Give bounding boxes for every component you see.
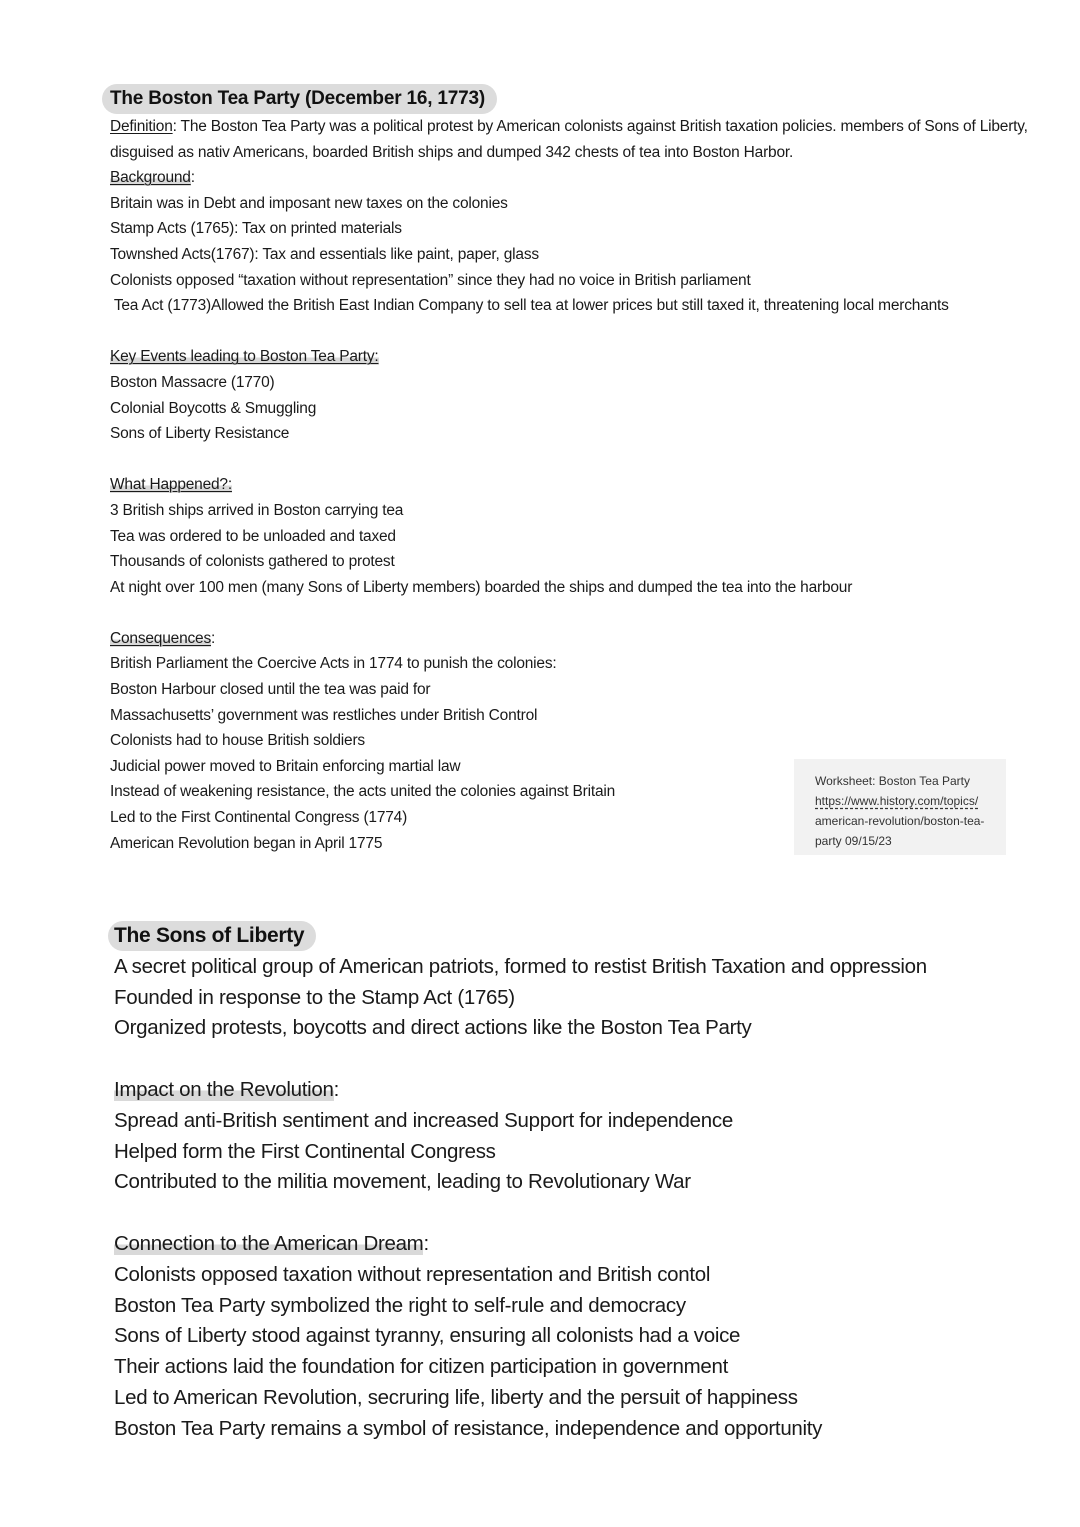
- what-happened-label: What Happened?:: [110, 476, 232, 494]
- key-events-item: Boston Massacre (1770): [110, 373, 275, 391]
- background-heading: [110, 165, 1030, 191]
- source-note-title: Worksheet: Boston Tea Party: [815, 774, 970, 788]
- consequences-item: Instead of weakening resistance, the acts united the colonies against Britain: [110, 783, 616, 801]
- dream-item: Their actions laid the foundation for citizen participation in government: [114, 1355, 728, 1379]
- source-note-link[interactable]: https://www.history.com/topics/: [815, 794, 979, 808]
- background-item: Colonists opposed “taxation without representation” since they had no voice in British parliament: [110, 271, 751, 289]
- impact-item: Helped form the First Continental Congress: [114, 1139, 496, 1163]
- what-happened-heading: [110, 472, 1030, 498]
- dream-label: Connection to the American Dream: [114, 1231, 424, 1255]
- key-events-label: Key Events leading to Boston Tea Party:: [110, 348, 379, 366]
- key-events-item: Sons of Liberty Resistance: [110, 425, 290, 443]
- what-happened-item: Thousands of colonists gathered to protest: [110, 553, 395, 571]
- sons-intro-item: Founded in response to the Stamp Act (1765): [114, 985, 515, 1009]
- source-note: [794, 759, 1006, 855]
- consequences-item: British Parliament the Coercive Acts in 1774 to punish the colonies:: [110, 655, 557, 673]
- definition-paragraph: [110, 114, 1030, 165]
- what-happened-item: 3 British ships arrived in Boston carrying tea: [110, 501, 404, 519]
- background-item: Britain was in Debt and imposant new taxes on the colonies: [110, 194, 508, 212]
- consequences-colon: :: [211, 629, 216, 647]
- consequences-item: Boston Harbour closed until the tea was paid for: [110, 681, 431, 699]
- source-note-date: party 09/15/23: [815, 834, 892, 848]
- boston-title: The Boston Tea Party (December 16, 1773): [102, 84, 497, 114]
- consequences-item: American Revolution began in April 1775: [110, 834, 383, 852]
- impact-label: Impact on the Revolution: [114, 1077, 334, 1101]
- background-item: Stamp Acts (1765): Tax on printed materials: [110, 220, 402, 238]
- dream-item: Led to American Revolution, secruring life, liberty and the persuit of happiness: [114, 1385, 798, 1409]
- consequences-label: Consequences: [110, 629, 212, 647]
- dream-item: Boston Tea Party symbolized the right to self-rule and democracy: [114, 1293, 686, 1317]
- dream-item: Boston Tea Party remains a symbol of resistance, independence and opportunity: [114, 1416, 823, 1440]
- sons-title-row: [114, 921, 1034, 952]
- sons-intro-item: Organized protests, boycotts and direct actions like the Boston Tea Party: [114, 1016, 752, 1040]
- sons-title: The Sons of Liberty: [108, 921, 316, 951]
- key-events-item: Colonial Boycotts & Smuggling: [110, 399, 317, 417]
- definition-text: : The Boston Tea Party was a political protest by American colonists against British taxation policies. members of Sons of Liberty, disguised as nativ Americans, boarded British ships and dumped 342 chests of tea into Boston Harbor.: [110, 118, 1028, 161]
- source-note-link-cont: american-revolution/boston-tea-: [815, 814, 985, 828]
- key-events-heading: [110, 344, 1030, 370]
- consequences-item: Led to the First Continental Congress (1774): [110, 809, 408, 827]
- sons-of-liberty-section: [114, 921, 1034, 1445]
- impact-heading: [114, 1075, 1034, 1106]
- consequences-item: Colonists had to house British soldiers: [110, 732, 365, 750]
- dream-colon: :: [423, 1231, 429, 1255]
- background-item: Tea Act (1773)Allowed the British East Indian Company to sell tea at lower prices but still taxed it, threatening local merchants: [110, 297, 949, 315]
- what-happened-item: At night over 100 men (many Sons of Liberty members) boarded the ships and dumped the tea into the harbour: [110, 578, 853, 596]
- dream-heading: [114, 1229, 1034, 1260]
- background-label: Background: [110, 169, 191, 187]
- impact-colon: :: [333, 1077, 339, 1101]
- consequences-item: Judicial power moved to Britain enforcing martial law: [110, 757, 461, 775]
- background-item: Townshed Acts(1767): Tax and essentials like paint, paper, glass: [110, 245, 539, 263]
- boston-tea-party-section: [110, 84, 1030, 856]
- sons-intro-item: A secret political group of American patriots, formed to restist British Taxation and oppression: [114, 954, 927, 978]
- what-happened-item: Tea was ordered to be unloaded and taxed: [110, 527, 396, 545]
- background-colon: :: [190, 169, 195, 187]
- definition-label: Definition: [110, 118, 173, 135]
- impact-item: Contributed to the militia movement, leading to Revolutionary War: [114, 1170, 691, 1194]
- dream-item: Colonists opposed taxation without representation and British contol: [114, 1262, 711, 1286]
- impact-item: Spread anti-British sentiment and increased Support for independence: [114, 1108, 733, 1132]
- consequences-heading: [110, 626, 1030, 652]
- consequences-item: Massachusetts’ government was restliches under British Control: [110, 706, 538, 724]
- boston-title-row: [110, 84, 1030, 114]
- dream-item: Sons of Liberty stood against tyranny, ensuring all colonists had a voice: [114, 1324, 741, 1348]
